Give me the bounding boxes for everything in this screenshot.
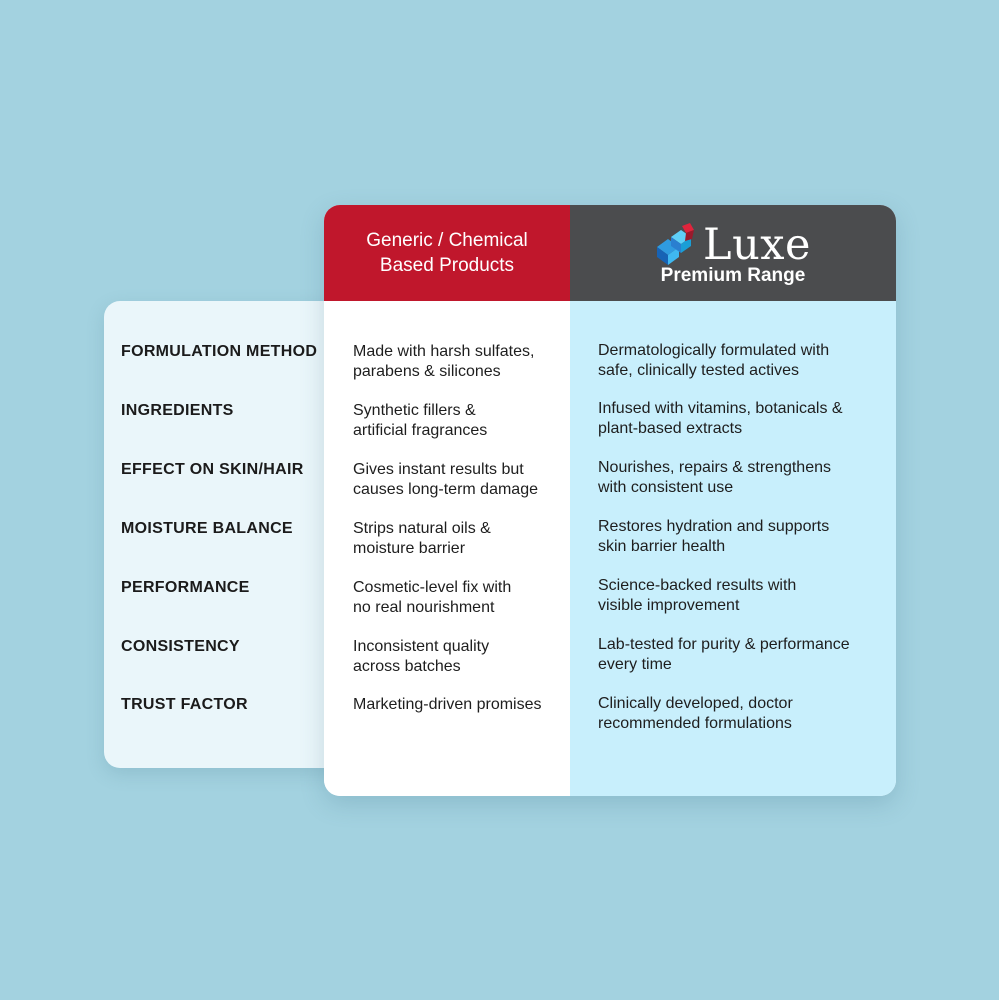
brand-name: Luxe [703,220,811,270]
generic-cell: Gives instant results but causes long-term damage [353,461,538,498]
luxe-cell: Dermatologically formulated with safe, clinically tested actives [598,342,830,379]
row-label-formulation-method: FORMULATION METHOD [121,343,318,360]
luxe-cell: Science-backed results with visible improvement [598,577,797,614]
luxe-cell: Nourishes, repairs & strengthens with consistent use [598,459,831,496]
brand-subtitle: Premium Range [660,265,806,286]
brand-lockup [655,221,811,269]
row-label-consistency: CONSISTENCY [121,638,240,655]
luxe-cube-logo-icon [655,223,701,267]
luxe-cell: Clinically developed, doctor recommended formulations [598,695,793,732]
luxe-column-header [570,205,896,301]
generic-cell: Cosmetic-level fix with no real nourishment [353,579,512,616]
luxe-cell: Lab-tested for purity & performance every time [598,636,850,673]
luxe-cell: Restores hydration and supports skin barrier health [598,518,830,555]
row-label-effect-on-skin-hair: EFFECT ON SKIN/HAIR [121,461,304,478]
row-label-performance: PERFORMANCE [121,579,250,596]
comparison-card [324,205,896,796]
generic-column-header [324,205,570,301]
row-label-moisture-balance: MOISTURE BALANCE [121,520,293,537]
row-label-trust-factor: TRUST FACTOR [121,696,248,713]
luxe-cell: Infused with vitamins, botanicals & plant-based extracts [598,400,843,437]
row-label-ingredients: INGREDIENTS [121,402,234,419]
generic-cell: Inconsistent quality across batches [353,638,490,675]
generic-cell: Made with harsh sulfates, parabens & silicones [353,343,535,380]
generic-cell: Marketing-driven promises [353,696,542,713]
generic-header-line1: Generic / Chemical [366,230,528,251]
generic-cell: Synthetic fillers & artificial fragrances [353,402,488,439]
generic-cell: Strips natural oils & moisture barrier [353,520,491,557]
generic-header-line2: Based Products [379,255,515,276]
